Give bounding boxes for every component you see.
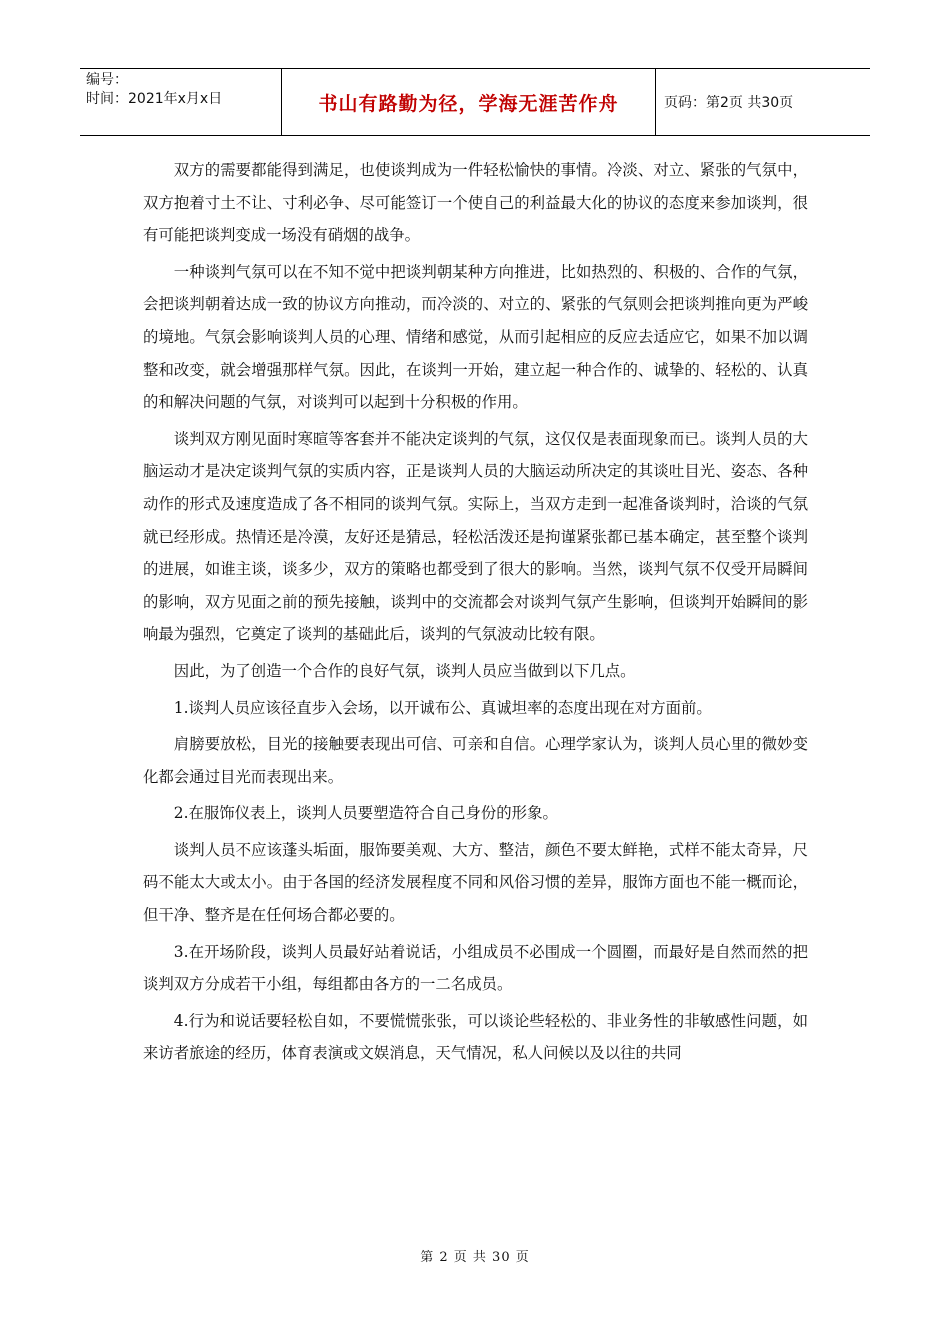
paragraph: 4.行为和说话要轻松自如，不要慌慌张张，可以谈论些轻松的、非业务性的非敏感性问题，如来访者旅途的经历，体育表演或文娱消息，天气情况，私人问候以及以往的共同 xyxy=(143,1011,808,1063)
paragraph: 一种谈判气氛可以在不知不觉中把谈判朝某种方向推进，比如热烈的、积极的、合作的气氛，会把谈判朝着达成一致的协议方向推动，而冷淡的、对立的、紧张的气氛则会把谈判推向更为严峻的境地。气氛会影响谈判人员的心理、情绪和感觉，从而引起相应的反应去适应它，如果不加以调整和改变，就会增强那样气氛。因此，在谈判一开始，建立起一种合作的、诚挚的、轻松的、认真的和解决问题的气氛，对谈判可以起到十分积极的作用。 xyxy=(143,262,808,412)
paragraph: 1.谈判人员应该径直步入会场，以开诚布公、真诚坦率的态度出现在对方面前。 xyxy=(173,698,712,717)
paragraph: 谈判人员不应该蓬头垢面，服饰要美观、大方、整洁，颜色不要太鲜艳，式样不能太奇异，尺码不能太大或太小。由于各国的经济发展程度不同和风俗习惯的差异，服饰方面也不能一概而论，但干净、整齐是在任何场合都必要的。 xyxy=(143,840,808,925)
document-body xyxy=(143,154,808,1074)
header-page-info: 页码：第2页 共30页 xyxy=(664,95,794,111)
page-footer: 第 2 页 共 30 页 xyxy=(420,1250,530,1265)
paragraph: 2.在服饰仪表上，谈判人员要塑造符合自己身份的形象。 xyxy=(173,804,558,823)
paragraph: 因此，为了创造一个合作的良好气氛，谈判人员应当做到以下几点。 xyxy=(173,661,636,680)
document-number-label: 编号： xyxy=(86,72,128,88)
header-meta xyxy=(80,69,282,135)
paragraph: 肩膀要放松，目光的接触要表现出可信、可亲和自信。心理学家认为，谈判人员心里的微妙变化都会通过目光而表现出来。 xyxy=(143,735,808,786)
paragraph: 3.在开场阶段，谈判人员最好站着说话，小组成员不必围成一个圆圈，而最好是自然而然的把谈判双方分成若干小组，每组都由各方的一二名成员。 xyxy=(143,942,808,994)
paragraph: 双方的需要都能得到满足，也使谈判成为一件轻松愉快的事情。冷淡、对立、紧张的气氛中，双方抱着寸土不让、寸利必争、尽可能签订一个使自己的利益最大化的协议的态度来参加谈判，很有可能把谈判变成一场没有硝烟的战争。 xyxy=(143,161,808,245)
document-date: 时间：2021年x月x日 xyxy=(86,91,223,107)
page-header xyxy=(80,68,870,136)
paragraph: 谈判双方刚见面时寒暄等客套并不能决定谈判的气氛，这仅仅是表面现象而已。谈判人员的大脑运动才是决定谈判气氛的实质内容，正是谈判人员的大脑运动所决定的其谈吐目光、姿态、各种动作的形式及速度造成了各不相同的谈判气氛。实际上，当双方走到一起准备谈判时，洽谈的气氛就已经形成。热情还是冷漠，友好还是猜忌，轻松活泼还是拘谨紧张都已基本确定，甚至整个谈判的进展，如谁主谈，谈多少，双方的策略也都受到了很大的影响。当然，谈判气氛不仅受开局瞬间的影响，双方见面之前的预先接触，谈判中的交流都会对谈判气氛产生影响，但谈判开始瞬间的影响最为强烈，它奠定了谈判的基础此后，谈判的气氛波动比较有限。 xyxy=(143,429,808,644)
header-motto: 书山有路勤为径，学海无涯苦作舟 xyxy=(282,69,656,135)
